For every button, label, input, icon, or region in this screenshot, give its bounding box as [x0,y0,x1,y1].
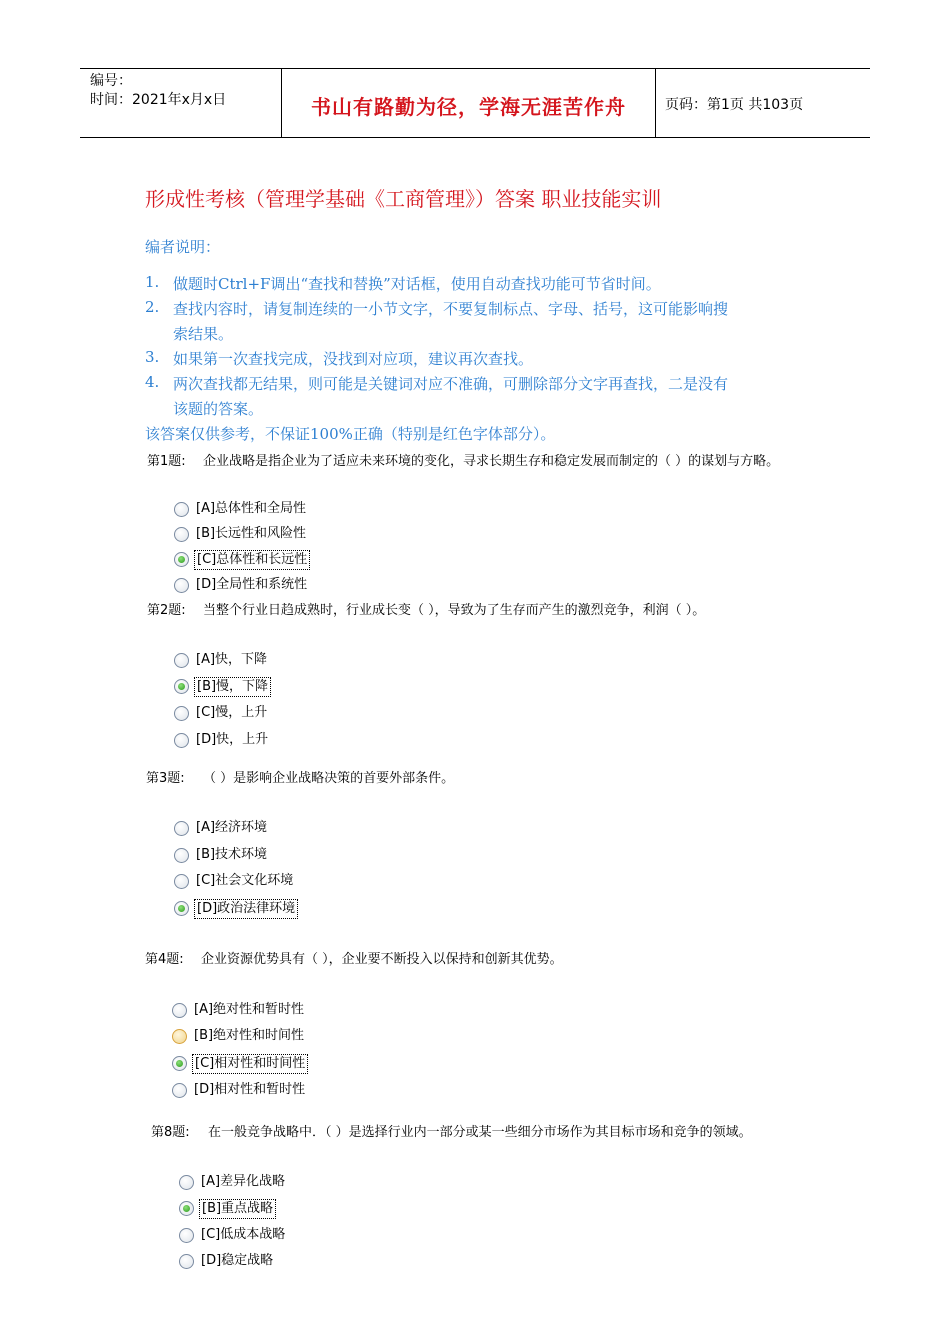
radio-button[interactable] [179,1228,194,1243]
document-header [80,68,870,138]
radio-button[interactable] [179,1175,194,1190]
header-left-cell [80,69,281,137]
radio-button[interactable] [174,874,189,889]
number-label: 编号： [90,73,132,89]
question-text: 当整个行业日趋成熟时，行业成长变（ ），导致为了生存而产生的激烈竞争，利润（ ）。 [203,603,706,618]
option-label: [D]政治法律环境 [194,899,298,919]
header-right-cell [655,69,870,137]
option-label: [C]总体性和长远性 [194,550,310,570]
question-text: 企业资源优势具有（ ），企业要不断投入以保持和创新其优势。 [201,952,563,967]
radio-button[interactable] [174,706,189,721]
radio-button-checked[interactable] [172,1056,187,1071]
radio-button-checked[interactable] [174,679,189,694]
option-label: [C]社会文化环境 [196,873,294,888]
radio-button[interactable] [172,1083,187,1098]
time-label: 时间：2021年x月x日 [90,92,227,108]
radio-button[interactable] [172,1003,187,1018]
question-label: 第2题: [147,603,186,618]
option-label: [C]相对性和时间性 [192,1054,308,1074]
radio-button-checked[interactable] [174,901,189,916]
motto-text: 书山有路勤为径，学海无涯苦作舟 [311,95,626,119]
radio-button[interactable] [174,848,189,863]
option-label: [C]低成本战略 [201,1227,286,1242]
option-label: [D]全局性和系统性 [196,577,308,592]
option-label: [A]差异化战略 [201,1174,286,1189]
option-label: [B]重点战略 [199,1199,276,1219]
option-label: [D]相对性和暂时性 [194,1082,306,1097]
note-item-number: 3. [145,348,160,366]
radio-button-checked[interactable] [179,1201,194,1216]
note-item-line: 查找内容时，请复制连续的一小节文字，不要复制标点、字母、括号，这可能影响搜 [173,300,729,318]
option-label: [B]绝对性和时间性 [194,1028,305,1043]
question-text: （ ）是影响企业战略决策的首要外部条件。 [203,771,455,786]
radio-button[interactable] [174,527,189,542]
note-item-line: 做题时Ctrl+F调出“查找和替换”对话框，使用自动查找功能可节省时间。 [173,275,661,293]
radio-button-checked[interactable] [174,552,189,567]
disclaimer: 该答案仅供参考，不保证100%正确（特别是红色字体部分）。 [145,425,556,443]
option-label: [B]慢，下降 [194,677,271,697]
note-item-line: 如果第一次查找完成，没找到对应项，建议再次查找。 [173,350,534,368]
question-text: 企业战略是指企业为了适应未来环境的变化，寻求长期生存和稳定发展而制定的（ ）的谋划与方略。 [203,454,780,469]
document-title: 形成性考核（管理学基础《工商管理》）答案 职业技能实训 [145,187,662,211]
note-item-line: 该题的答案。 [173,400,264,418]
question-label: 第3题: [146,771,185,786]
option-label: [B]技术环境 [196,847,268,862]
radio-button[interactable] [174,733,189,748]
note-item-line: 索结果。 [173,325,234,343]
radio-button[interactable] [174,502,189,517]
option-label: [D]稳定战略 [201,1253,274,1268]
option-label: [D]快，上升 [196,732,269,747]
option-label: [A]总体性和全局性 [196,501,307,516]
option-label: [A]经济环境 [196,820,268,835]
option-label: [A]快，下降 [196,652,268,667]
note-item-line: 两次查找都无结果，则可能是关键词对应不准确，可删除部分文字再查找，二是没有 [173,375,729,393]
option-label: [B]长远性和风险性 [196,526,307,541]
note-item-number: 2. [145,298,160,316]
question-label: 第4题: [145,952,184,967]
radio-button-hover[interactable] [172,1029,187,1044]
radio-button[interactable] [174,653,189,668]
option-label: [A]绝对性和暂时性 [194,1002,305,1017]
radio-button[interactable] [179,1254,194,1269]
note-item-number: 1. [145,273,160,291]
radio-button[interactable] [174,578,189,593]
note-item-number: 4. [145,373,160,391]
editor-note-heading: 编者说明： [145,238,221,256]
question-label: 第8题: [151,1125,190,1140]
question-label: 第1题: [147,454,186,469]
page-info: 页码：第1页 共103页 [665,97,804,113]
radio-button[interactable] [174,821,189,836]
question-text: 在一般竞争战略中．（ ）是选择行业内一部分或某一些细分市场作为其目标市场和竞争的领域。 [208,1125,752,1140]
option-label: [C]慢，上升 [196,705,268,720]
header-center-cell [281,69,656,137]
